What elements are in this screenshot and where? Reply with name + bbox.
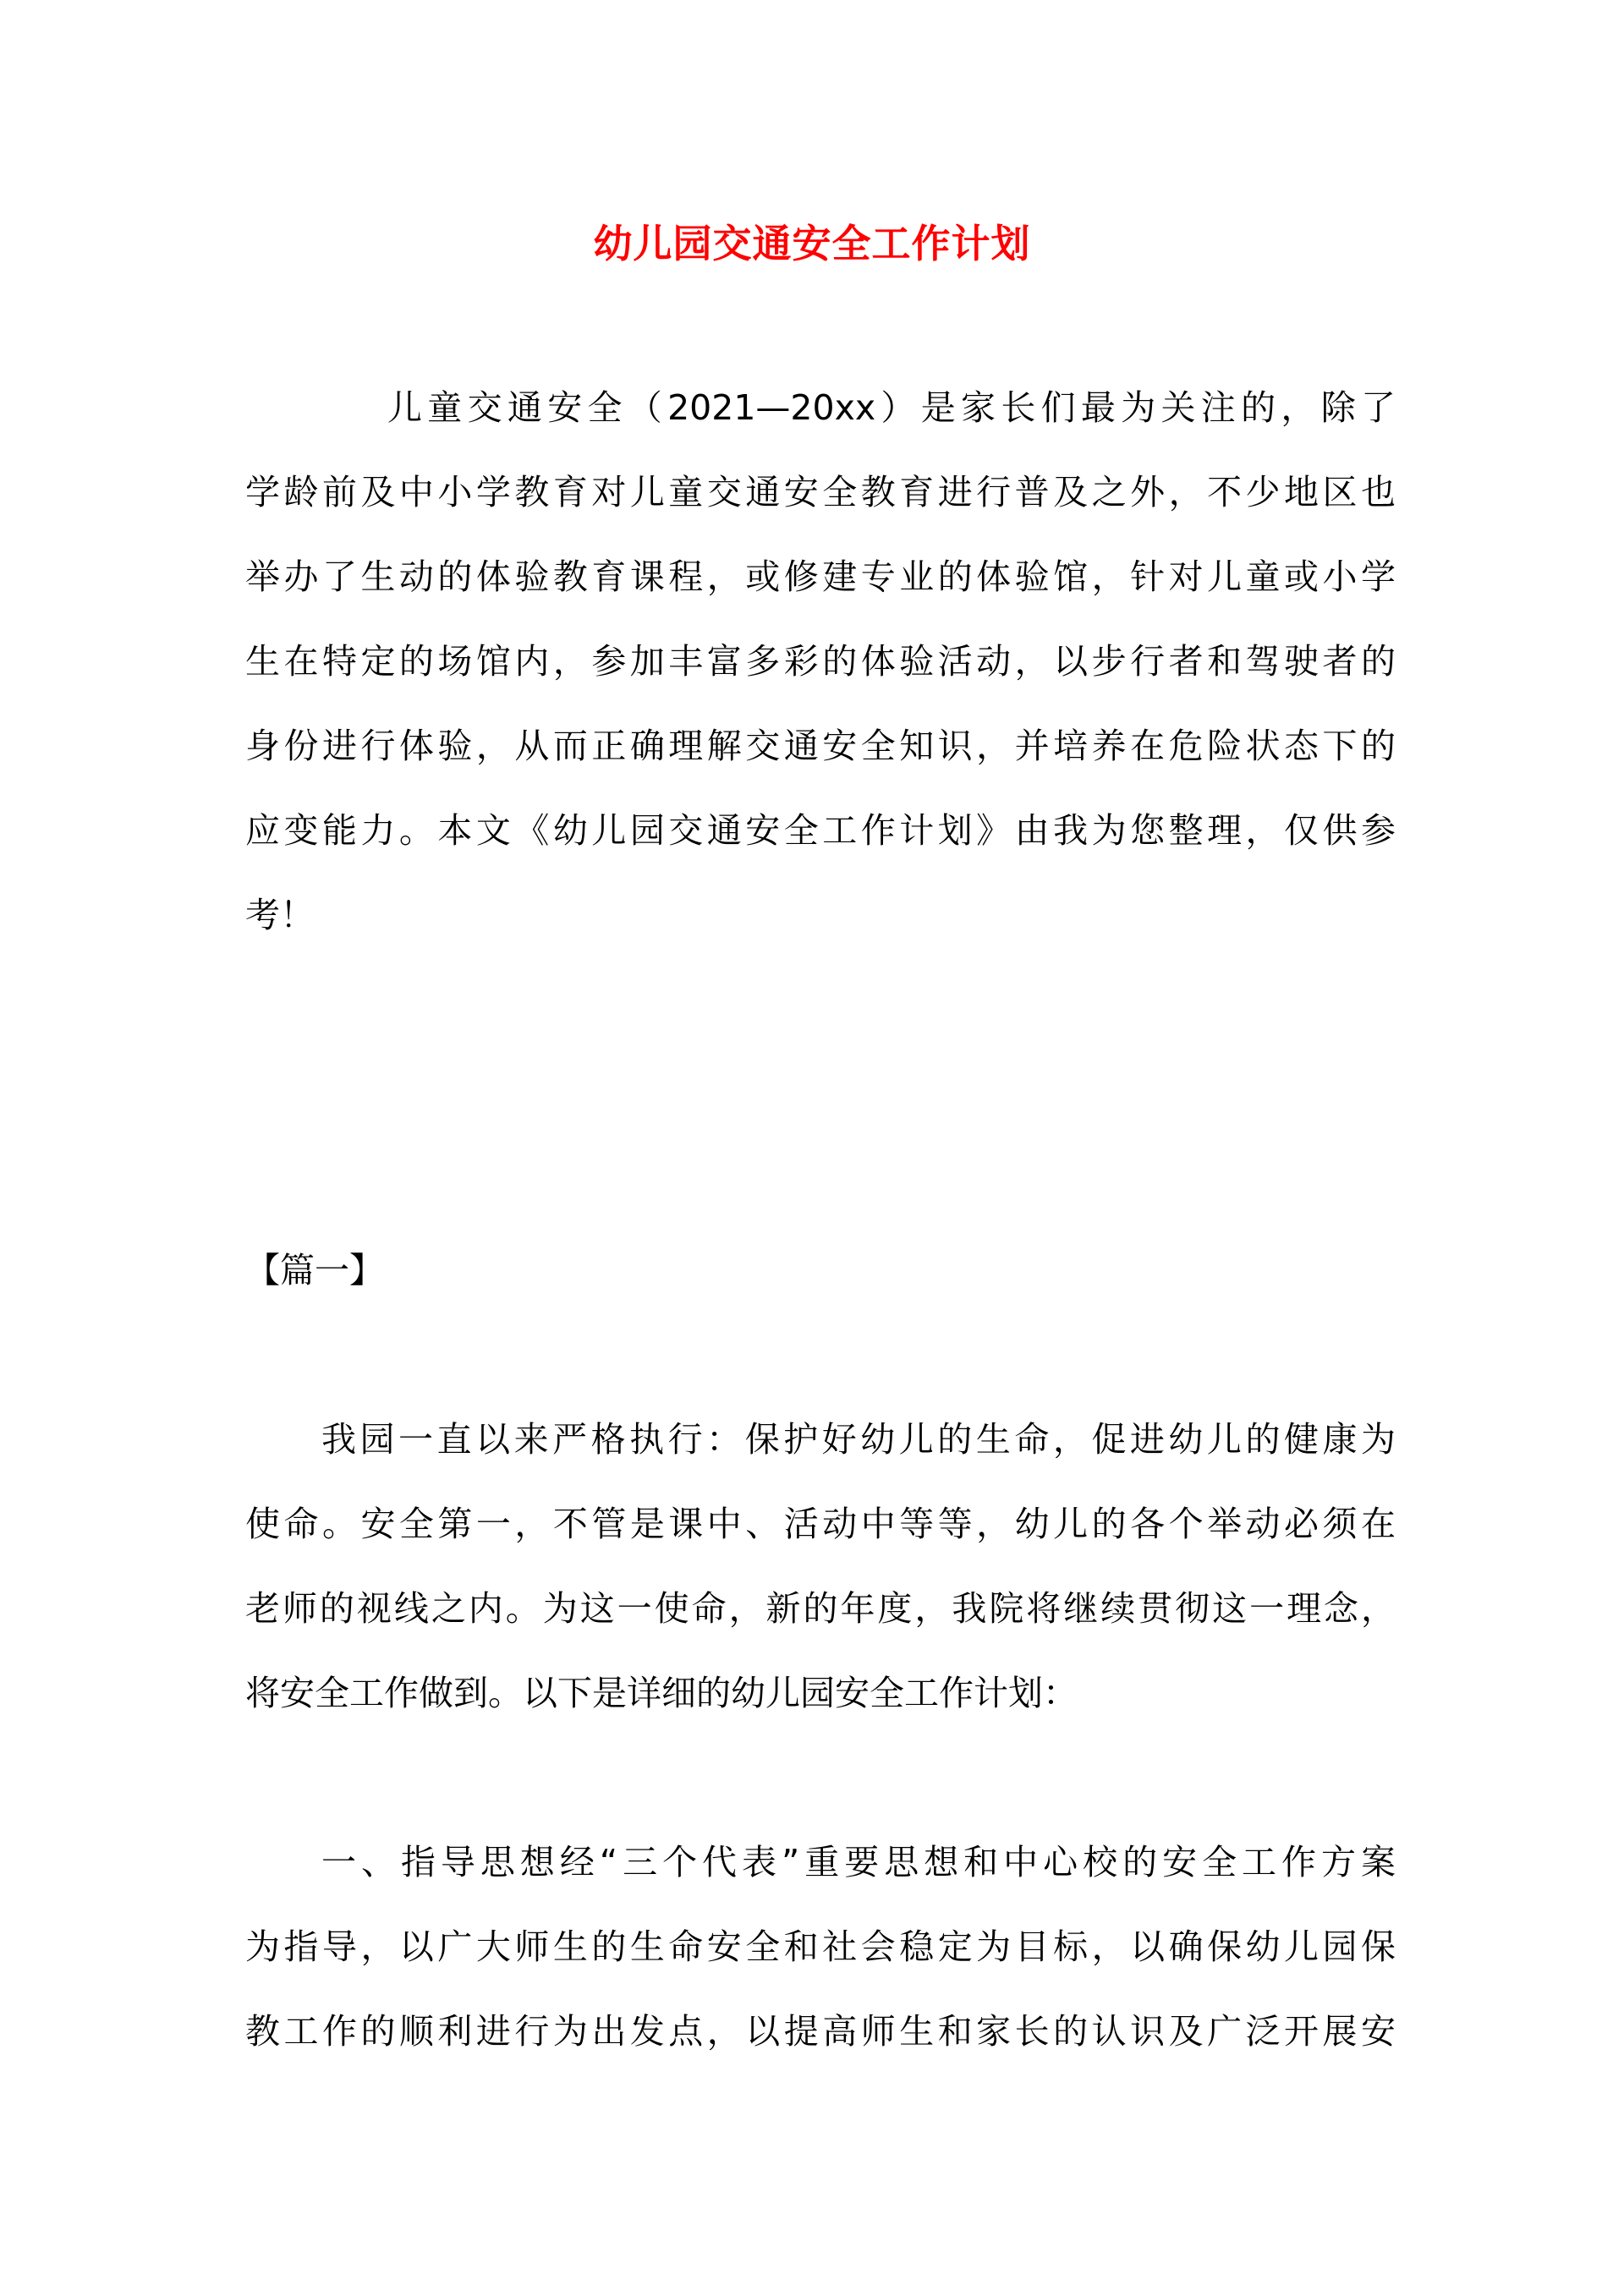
paragraph-line: 教工作的顺利进行为出发点，以提高师生和家长的认识及广泛开展安 [245, 2011, 1396, 2052]
intro-line: 应变能力。本文《幼儿园交通安全工作计划》由我为您整理，仅供参 [245, 810, 1396, 851]
intro-line: 身份进行体验，从而正确理解交通安全知识，并培养在危险状态下的 [245, 726, 1396, 766]
section-heading: 【篇一】 [245, 1250, 384, 1290]
intro-line: 考！ [245, 895, 315, 935]
paragraph-line: 一、指导思想经“三个代表”重要思想和中心校的安全工作方案 [321, 1842, 1396, 1882]
intro-line: 儿童交通安全（2021—20xx）是家长们最为关注的，除了 [387, 387, 1396, 428]
document-title: 幼儿园交通安全工作计划 [593, 221, 1031, 266]
paragraph-line: 将安全工作做到。以下是详细的幼儿园安全工作计划： [245, 1673, 1078, 1713]
intro-line: 生在特定的场馆内，参加丰富多彩的体验活动，以步行者和驾驶者的 [245, 641, 1396, 682]
paragraph-line: 我园一直以来严格执行：保护好幼儿的生命，促进幼儿的健康为 [321, 1419, 1396, 1460]
paragraph-line: 使命。安全第一，不管是课中、活动中等等，幼儿的各个举动必须在 [245, 1504, 1396, 1544]
intro-line: 举办了生动的体验教育课程，或修建专业的体验馆，针对儿童或小学 [245, 556, 1396, 597]
paragraph-line: 老师的视线之内。为这一使命，新的年度，我院将继续贯彻这一理念， [245, 1588, 1396, 1629]
intro-line: 学龄前及中小学教育对儿童交通安全教育进行普及之外，不少地区也 [245, 472, 1396, 512]
paragraph-line: 为指导，以广大师生的生命安全和社会稳定为目标，以确保幼儿园保 [245, 1926, 1396, 1967]
